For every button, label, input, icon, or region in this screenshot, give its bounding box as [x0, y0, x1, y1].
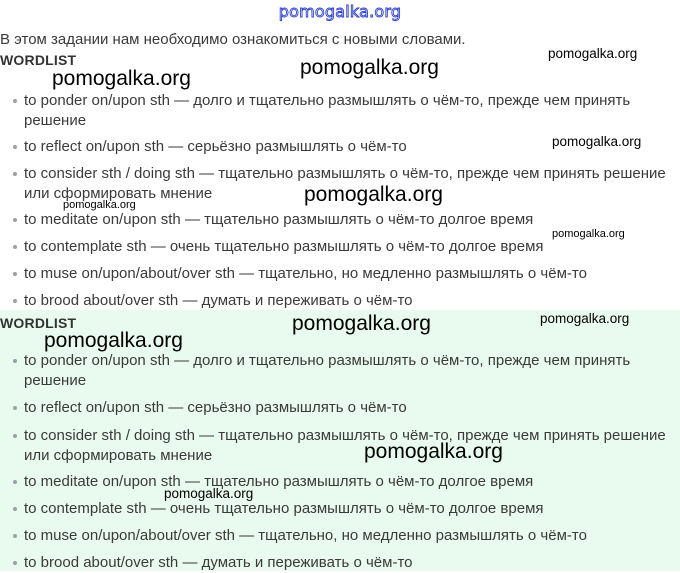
- bullet-icon: [13, 272, 17, 276]
- bullet-icon: [13, 99, 17, 103]
- watermark: pomogalka.org: [552, 134, 642, 149]
- bullet-icon: [13, 245, 17, 249]
- watermark: pomogalka.org: [44, 329, 183, 352]
- list-item-text: to contemplate sth — очень тщательно размышлять о чём-то долгое время: [24, 500, 544, 517]
- list-item-text: to ponder on/upon sth — долго и тщательно размышлять о чём-то, прежде чем принять решение: [24, 352, 631, 389]
- list-item-text: to meditate on/upon sth — тщательно размышлять о чём-то долгое время: [24, 211, 534, 228]
- list-item-text: to consider sth / doing sth — тщательно размышлять о чём-то, прежде чем принять решение или сформировать мнение: [24, 427, 666, 464]
- watermark: pomogalka.org: [52, 67, 191, 90]
- watermark: pomogalka.org: [164, 486, 254, 501]
- bullet-icon: [13, 299, 17, 303]
- bullet-icon: [13, 434, 17, 438]
- wordlist-title: WORDLIST: [0, 315, 77, 331]
- watermark: pomogalka.org: [304, 183, 443, 206]
- list-item-text: to contemplate sth — очень тщательно размышлять о чём-то долгое время: [24, 238, 544, 255]
- intro-text: В этом задании нам необходимо ознакомиться с новыми словами.: [0, 31, 466, 48]
- wordlist-section-1: [0, 52, 680, 310]
- list-item-text: to brood about/over sth — думать и переживать о чём-то: [24, 554, 413, 571]
- bullet-icon: [13, 507, 17, 511]
- wordlist-title: WORDLIST: [0, 52, 77, 68]
- list-item-text: to consider sth / doing sth — тщательно размышлять о чём-то, прежде чем принять решение или сформировать мнение: [24, 165, 666, 202]
- bullet-icon: [13, 534, 17, 538]
- watermark: pomogalka.org: [364, 440, 503, 463]
- bullet-icon: [13, 172, 17, 176]
- list-item-text: to brood about/over sth — думать и переживать о чём-то: [24, 292, 413, 309]
- watermark: pomogalka.org: [548, 46, 638, 61]
- bullet-icon: [13, 359, 17, 363]
- list-item-text: to reflect on/upon sth — серьёзно размышлять о чём-то: [24, 399, 407, 416]
- bullet-icon: [13, 218, 17, 222]
- bullet-icon: [13, 406, 17, 410]
- bullet-icon: [13, 145, 17, 149]
- bullet-icon: [13, 561, 17, 565]
- list-item-text: to muse on/upon/about/over sth — тщательно, но медленно размышлять о чём-то: [24, 265, 587, 282]
- watermark: pomogalka.org: [552, 228, 625, 240]
- watermark: pomogalka.org: [63, 199, 136, 211]
- bullet-icon: [13, 480, 17, 484]
- watermark: pomogalka.org: [300, 56, 439, 79]
- watermark: pomogalka.org: [292, 312, 431, 335]
- list-item-text: to reflect on/upon sth — серьёзно размышлять о чём-то: [24, 138, 407, 155]
- list-item-text: to meditate on/upon sth — тщательно размышлять о чём-то долгое время: [24, 473, 534, 490]
- list-item-text: to ponder on/upon sth — долго и тщательно размышлять о чём-то, прежде чем принять решение: [24, 92, 631, 129]
- watermark: pomogalka.org: [540, 311, 630, 326]
- header-watermark: pomogalka.org: [278, 2, 402, 21]
- list-item-text: to muse on/upon/about/over sth — тщательно, но медленно размышлять о чём-то: [24, 527, 587, 544]
